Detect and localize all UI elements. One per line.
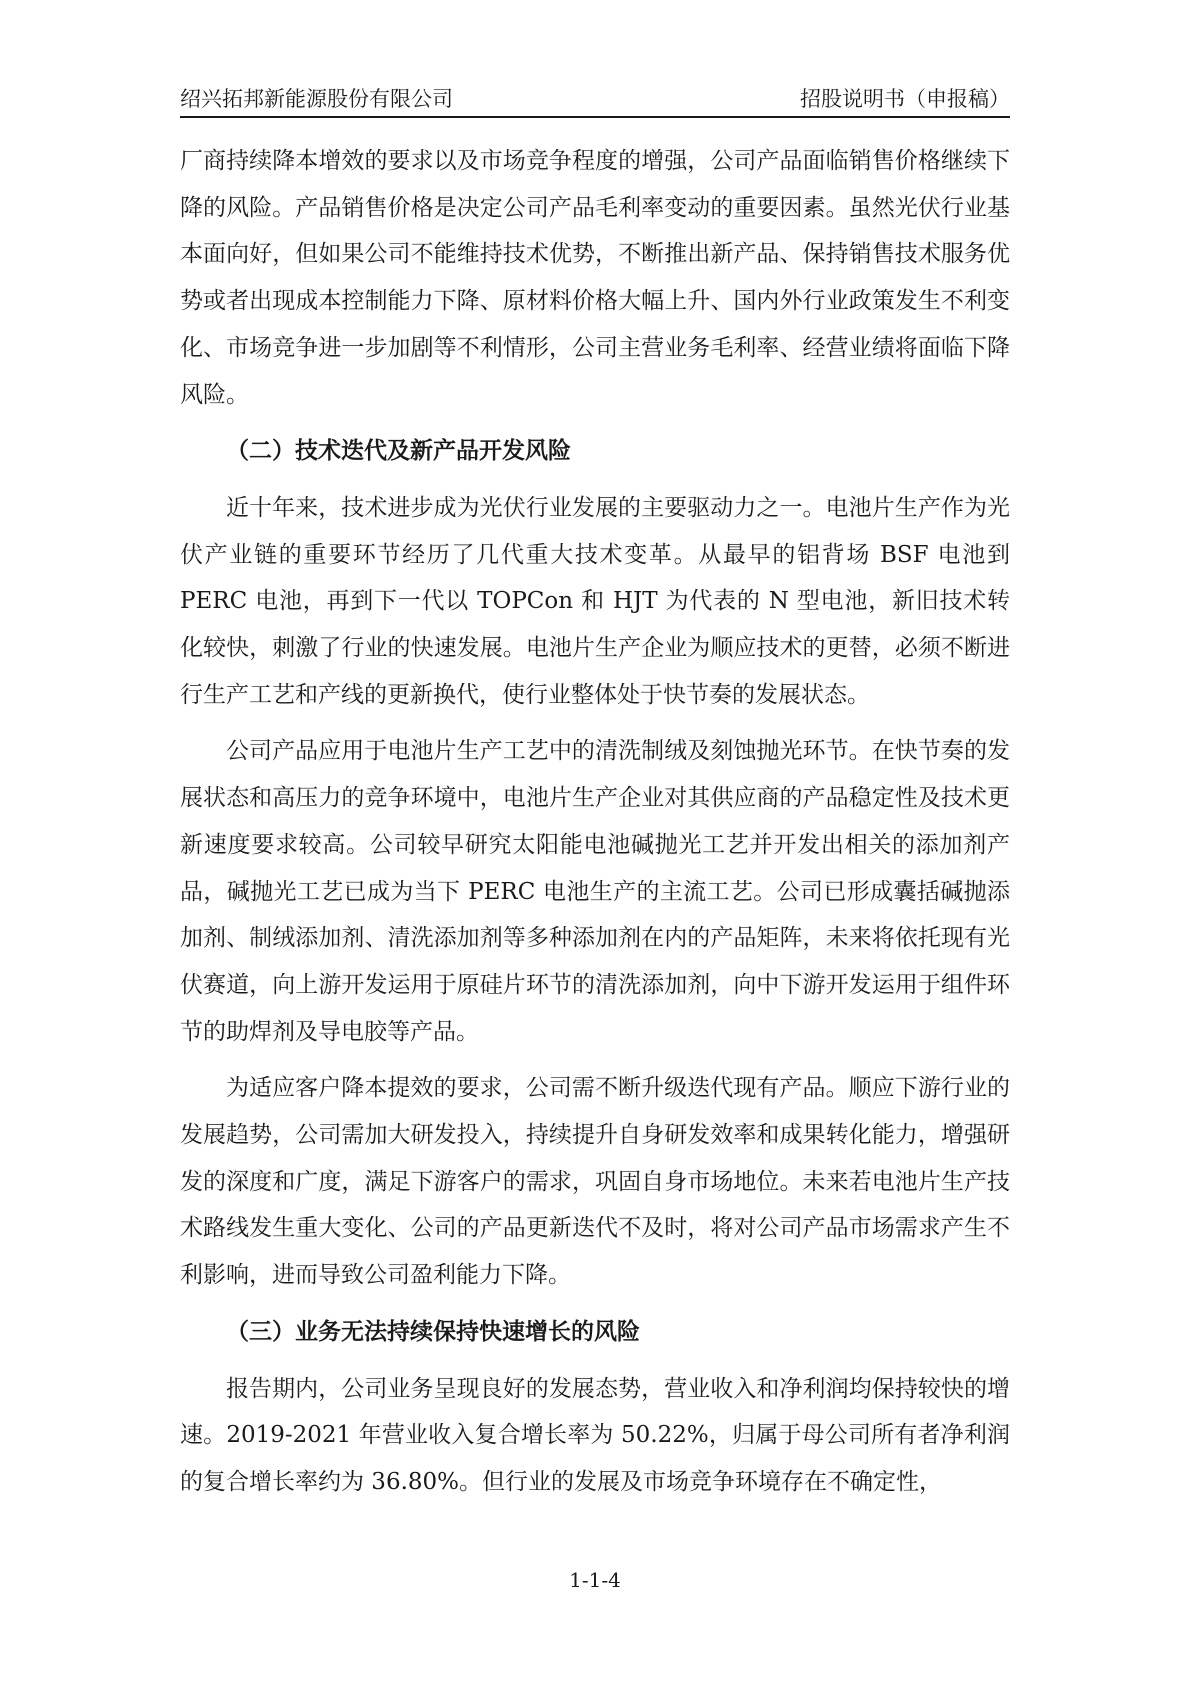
section-heading-growth-risk: （三）业务无法持续保持快速增长的风险 (226, 1317, 640, 1345)
header-company-name: 绍兴拓邦新能源股份有限公司 (180, 87, 453, 111)
page-number: 1-1-4 (569, 1568, 621, 1592)
paragraph-tech-progress: 近十年来，技术进步成为光伏行业发展的主要驱动力之一。电池片生产作为光伏产业链的重要环节经历了几代重大技术变革。从最早的铝背场 BSF 电池到 PERC 电池，再到下一代以 TOPCon 和 HJT 为代表的 N 型电池，新旧技术转化较快，刺激了行业的快速发展。电池片生产企业为顺应技术的更替，必须不断进行生产工艺和产线的更新换代，使行业整体处于快节奏的发展状态。 (180, 494, 1010, 708)
page-body (180, 138, 1010, 1506)
page-header (180, 82, 1010, 118)
paragraph-product-application: 公司产品应用于电池片生产工艺中的清洗制绒及刻蚀抛光环节。在快节奏的发展状态和高压力的竞争环境中，电池片生产企业对其供应商的产品稳定性及技术更新速度要求较高。公司较早研究太阳能电池碱抛光工艺并开发出相关的添加剂产品，碱抛光工艺已成为当下 PERC 电池生产的主流工艺。公司已形成囊括碱抛添加剂、制绒添加剂、清洗添加剂等多种添加剂在内的产品矩阵，未来将依托现有光伏赛道，向上游开发运用于原硅片环节的清洗添加剂，向中下游开发运用于组件环节的助焊剂及导电胶等产品。 (180, 738, 1010, 1045)
section-heading-tech-iteration: （二）技术迭代及新产品开发风险 (226, 437, 571, 465)
paragraph-continued: 厂商持续降本增效的要求以及市场竞争程度的增强，公司产品面临销售价格继续下降的风险。产品销售价格是决定公司产品毛利率变动的重要因素。虽然光伏行业基本面向好，但如果公司不能维持技术优势，不断推出新产品、保持销售技术服务优势或者出现成本控制能力下降、原材料价格大幅上升、国内外行业政策发生不利变化、市场竞争进一步加剧等不利情形，公司主营业务毛利率、经营业绩将面临下降风险。 (180, 148, 1010, 408)
paragraph-growth: 报告期内，公司业务呈现良好的发展态势，营业收入和净利润均保持较快的增速。2019-2021 年营业收入复合增长率为 50.22%，归属于母公司所有者净利润的复合增长率约为 36.80%。但行业的发展及市场竞争环境存在不确定性， (180, 1375, 1010, 1495)
header-document-title: 招股说明书（申报稿） (800, 87, 1010, 111)
paragraph-product-upgrade: 为适应客户降本提效的要求，公司需不断升级迭代现有产品。顺应下游行业的发展趋势，公司需加大研发投入，持续提升自身研发效率和成果转化能力，增强研发的深度和广度，满足下游客户的需求，巩固自身市场地位。未来若电池片生产技术路线发生重大变化、公司的产品更新迭代不及时，将对公司产品市场需求产生不利影响，进而导致公司盈利能力下降。 (180, 1075, 1010, 1289)
